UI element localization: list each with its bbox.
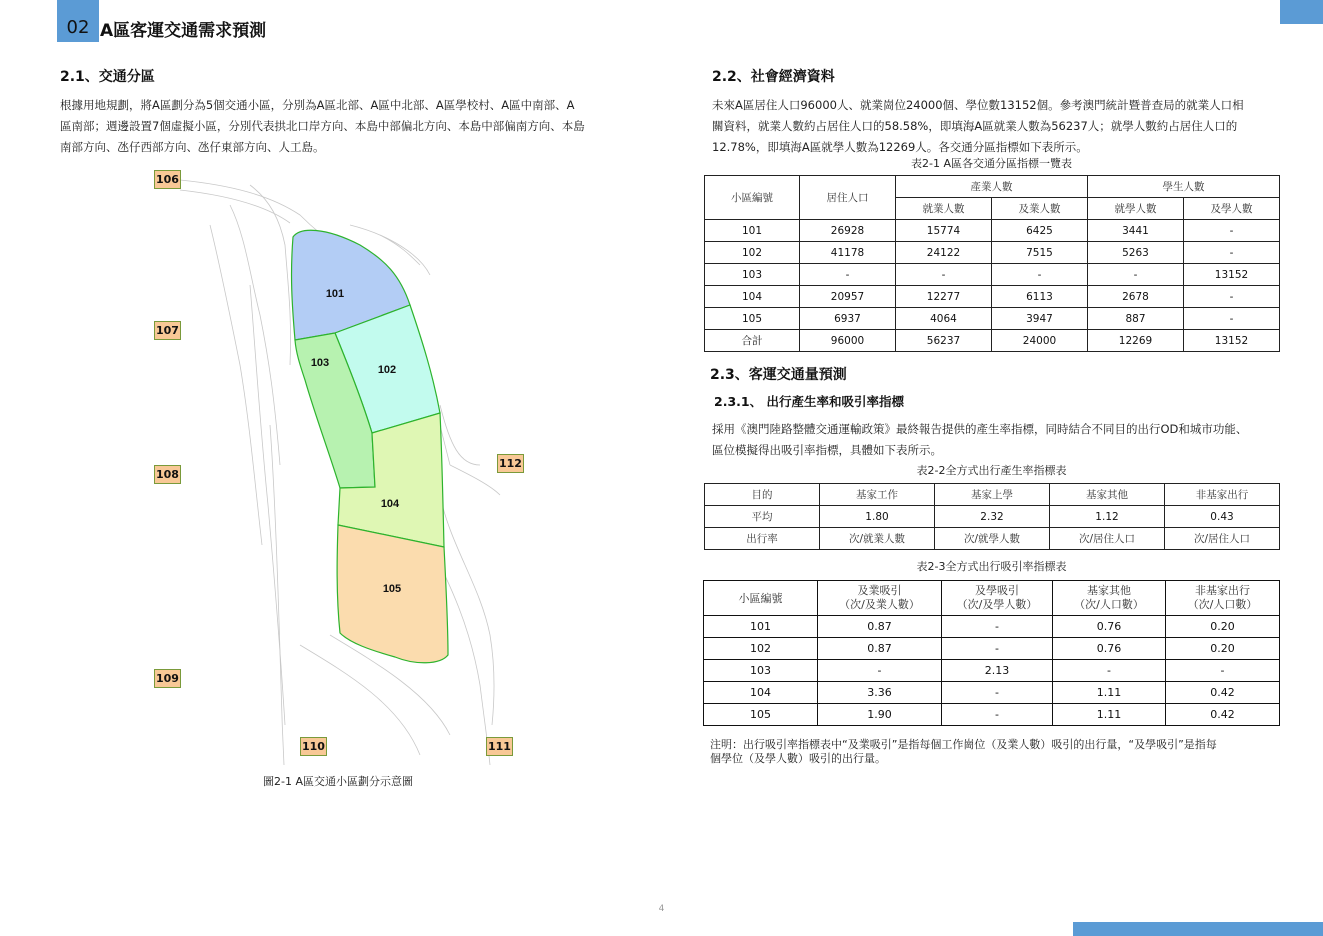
table-row (704, 660, 1280, 682)
corner-decoration-top (1280, 0, 1323, 24)
cell: 目的 (705, 484, 820, 506)
table-2-3-caption: 表2-3全方式出行吸引率指標表 (916, 560, 1067, 573)
paragraph-line: 南部方向、氹仔西部方向、氹仔東部方向、人工島。 (60, 140, 325, 154)
cell: - (1088, 264, 1184, 286)
virtual-zone-111: 111 (486, 737, 513, 756)
header-line: （次/及學人數） (956, 598, 1038, 611)
table-row (705, 264, 1280, 286)
paragraph-line: 區南部；週邊設置7個虛擬小區，分別代表拱北口岸方向、本島中部偏北方向、本島中部偏南方向、本島 (60, 119, 585, 133)
page-number: 4 (658, 904, 665, 914)
header-line: 及業吸引 (857, 584, 902, 597)
cell: 0.43 (1165, 506, 1280, 528)
paragraph-line: 採用《澳門陸路整體交通運輸政策》最終報告提供的產生率指標，同時結合不同目的出行OD和城市功能、 (712, 422, 1248, 436)
virtual-zone-106: 106 (154, 170, 181, 189)
table-header-row (705, 484, 1280, 506)
cell: 2.13 (942, 660, 1053, 682)
cell: - (942, 682, 1053, 704)
cell: 5263 (1088, 242, 1184, 264)
paragraph-line: 未來A區居住人口96000人、就業崗位24000個、學位數13152個。參考澳門統計暨普查局的就業人口相 (712, 98, 1244, 112)
cell: - (896, 264, 992, 286)
figure-caption: 圖2-1 A區交通小區劃分示意圖 (263, 775, 413, 788)
cell: 3.36 (818, 682, 942, 704)
cell: 3947 (992, 308, 1088, 330)
cell: 6425 (992, 220, 1088, 242)
table-row (705, 220, 1280, 242)
header-employed: 就業人數 (896, 198, 992, 220)
section-2-2-paragraph (712, 95, 1302, 158)
cell: 103 (705, 264, 800, 286)
header-school: 及學人數 (1184, 198, 1280, 220)
cell: 基家其他 (1050, 484, 1165, 506)
cell: 26928 (800, 220, 896, 242)
header-resident: 居住人口 (800, 176, 896, 220)
cell: - (1184, 308, 1280, 330)
cell: 次/居住人口 (1050, 528, 1165, 550)
table-row (705, 286, 1280, 308)
cell: 出行率 (705, 528, 820, 550)
cell: 0.42 (1166, 704, 1280, 726)
note-line: 個學位（及學人數）吸引的出行量。 (710, 752, 886, 765)
header-students: 學生人數 (1088, 176, 1280, 198)
cell: 非基家出行 (1165, 484, 1280, 506)
cell: - (992, 264, 1088, 286)
cell: 1.12 (1050, 506, 1165, 528)
zone-label-102: 102 (377, 364, 397, 376)
cell: 20957 (800, 286, 896, 308)
virtual-zone-107: 107 (154, 321, 181, 340)
zone-label-104: 104 (380, 498, 400, 510)
table-2-2 (704, 483, 1280, 550)
cell: 合計 (705, 330, 800, 352)
header-line: 小區編號 (738, 592, 783, 605)
section-2-3-1-paragraph (712, 419, 1302, 461)
cell: - (1166, 660, 1280, 682)
cell: - (818, 660, 942, 682)
cell: 56237 (896, 330, 992, 352)
table-row (704, 616, 1280, 638)
cell: 1.80 (820, 506, 935, 528)
cell: 0.20 (1166, 638, 1280, 660)
virtual-zone-112: 112 (497, 454, 524, 473)
paragraph-line: 區位模擬得出吸引率指標，具體如下表所示。 (712, 443, 942, 457)
table-total-row (705, 330, 1280, 352)
cell: 101 (705, 220, 800, 242)
header-non-home (1166, 581, 1280, 616)
cell: 2678 (1088, 286, 1184, 308)
cell: - (800, 264, 896, 286)
cell: 6113 (992, 286, 1088, 308)
table-2-1-caption: 表2-1 A區各交通分區指標一覽表 (911, 157, 1072, 170)
cell: 次/就業人數 (820, 528, 935, 550)
header-line: （次/人口數） (1187, 598, 1258, 611)
header-line: （次/人口數） (1074, 598, 1144, 611)
virtual-zone-109: 109 (154, 669, 181, 688)
section-title-2-1: 2.1、交通分區 (60, 69, 155, 85)
cell: 0.76 (1053, 638, 1166, 660)
paragraph-line: 12.78%，即填海A區就學人數為12269人。各交通分區指標如下表所示。 (712, 140, 1088, 154)
cell: 102 (705, 242, 800, 264)
section-title-2-3: 2.3、客運交通量預測 (710, 367, 847, 383)
table-2-2-caption: 表2-2全方式出行產生率指標表 (916, 464, 1067, 477)
cell: 0.42 (1166, 682, 1280, 704)
note-line: 注明：出行吸引率指標表中“及業吸引”是指每個工作崗位（及業人數）吸引的出行量，“及學吸引”是指每 (710, 738, 1217, 751)
chapter-number-badge: 02 (57, 0, 99, 42)
cell: - (1053, 660, 1166, 682)
virtual-zone-108: 108 (154, 465, 181, 484)
cell: 0.87 (818, 616, 942, 638)
header-line: （次/及業人數） (839, 598, 920, 611)
header-zone: 小區編號 (705, 176, 800, 220)
table-row (704, 704, 1280, 726)
cell: 24000 (992, 330, 1088, 352)
paragraph-line: 根據用地規劃，將A區劃分為5個交通小區，分別為A區北部、A區中北部、A區學校村、A區中南部、A (60, 98, 575, 112)
cell: 15774 (896, 220, 992, 242)
cell: 2.32 (935, 506, 1050, 528)
table-row (705, 528, 1280, 550)
cell: 104 (705, 286, 800, 308)
cell: - (942, 704, 1053, 726)
table-2-3 (703, 580, 1280, 726)
zone-label-101: 101 (325, 288, 345, 300)
table-row (705, 242, 1280, 264)
header-line: 及學吸引 (975, 584, 1019, 597)
cell: 6937 (800, 308, 896, 330)
cell: 12277 (896, 286, 992, 308)
cell: 4064 (896, 308, 992, 330)
cell: 1.11 (1053, 682, 1166, 704)
cell: - (1184, 286, 1280, 308)
table-row (705, 308, 1280, 330)
table-header-row (705, 176, 1280, 198)
cell: 次/就學人數 (935, 528, 1050, 550)
cell: 41178 (800, 242, 896, 264)
zone-label-105: 105 (382, 583, 402, 595)
cell: 101 (704, 616, 818, 638)
table-row (704, 638, 1280, 660)
cell: 12269 (1088, 330, 1184, 352)
table-row (704, 682, 1280, 704)
table-row (705, 506, 1280, 528)
header-home-other (1053, 581, 1166, 616)
table-header-row (704, 581, 1280, 616)
section-title-2-2: 2.2、社會經濟資料 (712, 69, 835, 85)
corner-decoration-bottom (1073, 922, 1323, 936)
paragraph-line: 關資料，就業人數約占居住人口的58.58%，即填海A區就業人數為56237人；就學人數約占居住人口的 (712, 119, 1238, 133)
section-title-2-3-1: 2.3.1、 出行產生率和吸引率指標 (714, 394, 904, 409)
cell: 0.87 (818, 638, 942, 660)
header-line: 基家其他 (1087, 584, 1131, 597)
header-line: 非基家出行 (1195, 584, 1250, 597)
cell: 13152 (1184, 264, 1280, 286)
header-study: 就學人數 (1088, 198, 1184, 220)
section-2-1-paragraph (60, 95, 630, 158)
cell: 24122 (896, 242, 992, 264)
cell: - (942, 616, 1053, 638)
table-note (710, 738, 1300, 766)
header-zone (704, 581, 818, 616)
cell: 1.90 (818, 704, 942, 726)
cell: 102 (704, 638, 818, 660)
zone-label-103: 103 (310, 357, 330, 369)
table-2-1 (704, 175, 1280, 352)
cell: 平均 (705, 506, 820, 528)
cell: 96000 (800, 330, 896, 352)
virtual-zone-110: 110 (300, 737, 327, 756)
cell: 105 (704, 704, 818, 726)
cell: 基家上學 (935, 484, 1050, 506)
cell: 13152 (1184, 330, 1280, 352)
header-industry: 產業人數 (896, 176, 1088, 198)
cell: 基家工作 (820, 484, 935, 506)
cell: 0.76 (1053, 616, 1166, 638)
chapter-title: A區客運交通需求預測 (100, 21, 267, 41)
cell: 7515 (992, 242, 1088, 264)
cell: - (942, 638, 1053, 660)
cell: 103 (704, 660, 818, 682)
cell: 3441 (1088, 220, 1184, 242)
cell: 887 (1088, 308, 1184, 330)
cell: 105 (705, 308, 800, 330)
header-jobs: 及業人數 (992, 198, 1088, 220)
cell: 0.20 (1166, 616, 1280, 638)
cell: 次/居住人口 (1165, 528, 1280, 550)
cell: - (1184, 242, 1280, 264)
header-school-attraction (942, 581, 1053, 616)
cell: - (1184, 220, 1280, 242)
cell: 1.11 (1053, 704, 1166, 726)
cell: 104 (704, 682, 818, 704)
header-job-attraction (818, 581, 942, 616)
